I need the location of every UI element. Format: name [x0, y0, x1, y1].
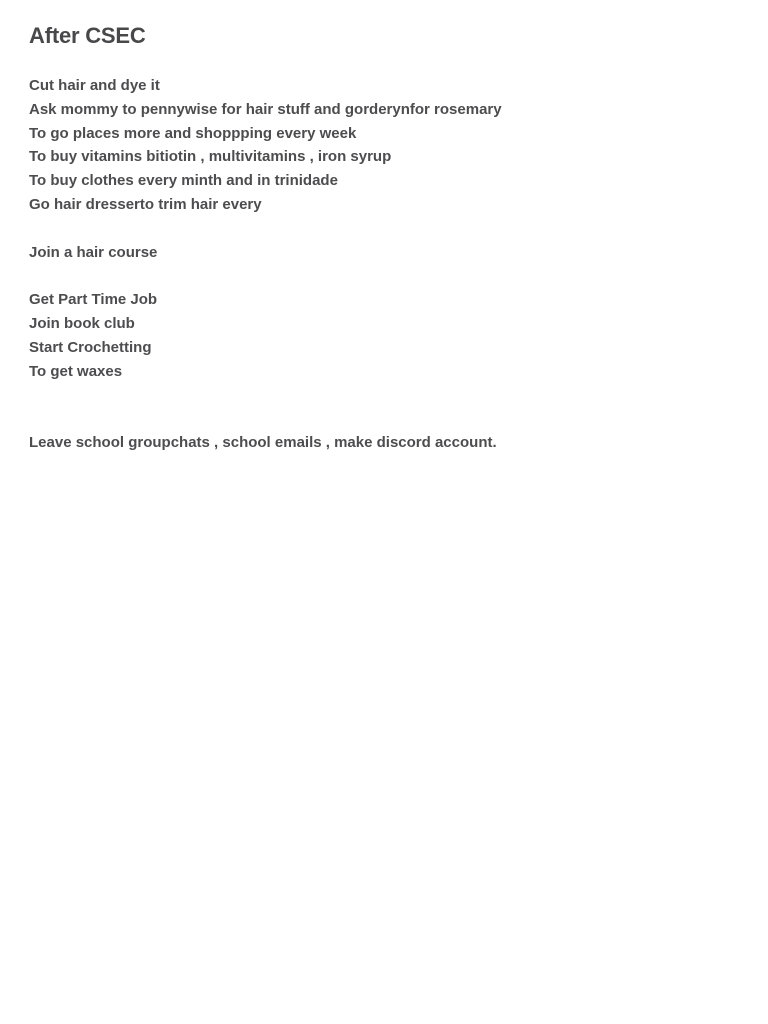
note-line[interactable]: Join book club	[29, 314, 135, 332]
note-line[interactable]: To get waxes	[29, 362, 123, 380]
note-line[interactable]: To buy vitamins bitiotin , multivitamins , iron syrup	[29, 148, 392, 166]
note-line[interactable]: To go places more and shoppping every week	[29, 124, 357, 142]
note-body[interactable]	[29, 74, 749, 455]
note-line[interactable]: Leave school groupchats , school emails , make discord account.	[29, 433, 497, 451]
blank-line[interactable]	[29, 264, 749, 288]
blank-line[interactable]	[29, 217, 749, 241]
note-line[interactable]: Get Part Time Job	[29, 291, 158, 309]
note-line[interactable]: Join a hair course	[29, 243, 158, 261]
blank-line[interactable]	[29, 407, 749, 431]
blank-line[interactable]	[29, 383, 749, 407]
note-content[interactable]	[29, 22, 749, 455]
note-line[interactable]: Cut hair and dye it	[29, 77, 160, 94]
note-line[interactable]: Ask mommy to pennywise for hair stuff and gorderynfor rosemary	[29, 100, 502, 118]
note-line[interactable]: Start Crochetting	[29, 338, 152, 356]
note-line[interactable]: Go hair dresserto trim hair every	[29, 195, 262, 213]
note-title[interactable]: After CSEC	[29, 23, 146, 48]
note-line[interactable]: To buy clothes every minth and in trinidade	[29, 172, 338, 190]
